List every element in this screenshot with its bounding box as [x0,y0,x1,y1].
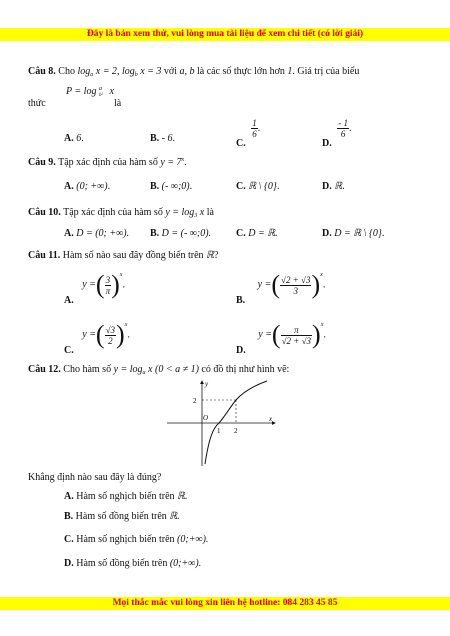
q11-option-d[interactable]: D. y =( $\frac{\pi}{√2 + √3}$ )$^x$. [236,320,326,357]
q12-condition: (0 < a ≠ 1) [155,364,199,375]
question-12-label: Câu 12. [28,364,61,375]
q8-text: Cho [58,66,75,77]
q9-option-c[interactable]: C. ℝ \ {0}. [236,181,280,192]
q12-question: Khẳng định nào sau đây là đúng? [28,472,162,483]
q12-text-2: có đồ thị như hình vẽ: [201,364,290,375]
q9-text: Tập xác định của hàm số [58,157,158,168]
q12-option-b[interactable]: B. Hàm số đồng biến trên ℝ. [64,511,180,522]
q12-option-d[interactable]: D. Hàm số đồng biến trên (0;+∞). [64,558,202,569]
q10-text: Tập xác định của hàm số [63,207,163,218]
q8-eq-2: $\log_b x = 3$ [121,66,162,78]
q9-option-b[interactable]: B. (- ∞;0). [150,181,193,192]
q8-var-b: b [189,66,195,77]
preview-banner: Đây là bản xem thử, vui lòng mua tài liệu để xem chi tiết (có lời giải) [0,28,450,41]
q10-option-c[interactable]: C. D = ℝ. [236,228,278,239]
x-tick-2: 2 [234,427,238,435]
q8-text-6: là [114,98,122,109]
q8-text-5: thức [28,98,46,109]
q10-option-a[interactable]: A. D = (0; +∞). [64,228,130,239]
log-curve [205,381,267,464]
question-9: Câu 9. Tập xác định của hàm số $y = 7^x$. [28,157,187,168]
question-10 [28,207,214,219]
q8-text-2: với [163,66,177,77]
q8-option-c[interactable]: C. $\frac{1}{6}$ . [236,118,261,149]
q8-expression: P = log a b² x [66,86,114,98]
q8-var-a: a [179,66,185,77]
q10-option-d[interactable]: D. D = ℝ \ {0}. [322,228,385,239]
question-8-label: Câu 8. [28,66,56,77]
q8-option-d[interactable]: D. $\frac{- 1}{6}$ . [322,118,352,149]
q11-option-a[interactable]: A. y =( $\frac{3}{\pi}$ )$^x$. [64,270,125,307]
question-11-label: Câu 11. [28,250,61,261]
q11-option-c[interactable]: C. y =( $\frac{√3}{2}$ )$^x$. [64,320,130,357]
q8-option-a[interactable]: A. 6. [64,133,84,144]
y-tick-2: 2 [193,397,197,405]
q12-func: $y = \log_a x$ [113,364,153,376]
y-axis-label: y [205,380,209,388]
q12-text: Cho hàm số [63,364,112,375]
q9-option-d[interactable]: D. ℝ. [322,181,345,192]
q11-set: ℝ [206,250,214,261]
q8-text-4: . Giá trị của biểu [292,66,360,77]
q9-func: $y = 7^x$ [160,157,185,168]
q8-option-b[interactable]: B. - 6. [150,133,176,144]
q9-option-a[interactable]: A. (0; +∞). [64,181,111,192]
x-axis-label: x [269,415,273,423]
question-12 [28,364,289,376]
question-11: Câu 11. Hàm số nào sau đây đồng biến trên ℝ? [28,250,219,261]
q11-text: Hàm số nào sau đây đồng biến trên [62,250,204,261]
q12-option-a[interactable]: A. Hàm số nghịch biến trên ℝ. [64,491,188,502]
q12-option-c[interactable]: C. Hàm số nghịch biến trên (0;+∞). [64,534,209,545]
question-9-label: Câu 9. [28,157,56,168]
log-function-graph [165,378,280,468]
question-10-label: Câu 10. [28,207,61,218]
q8-eq-1: $\log_a x = 2$ [77,66,117,78]
q10-func: $y = \log_3 x$ [165,207,205,219]
q10-tail: là [206,207,214,218]
q11-option-b[interactable]: B. y =( $\frac{√2 + √3}{3}$ )$^x$. [236,270,326,307]
question-8-line-1: Câu 8. Cho $\log_a x = 2$, $\log_b x = 3$ với a, b là các số thực lớn hơn 1. Giá trị của biểu [28,66,360,78]
hotline-banner: Mọi thắc mắc vui lòng xin liên hệ hotline: 084 283 45 85 [0,597,450,610]
q8-one: 1 [287,66,293,77]
x-tick-1: 1 [217,427,221,435]
q8-text-3: là các số thực lớn hơn [196,66,285,77]
q10-option-b[interactable]: B. D = (- ∞;0). [150,228,212,239]
origin-label: O [203,414,209,422]
